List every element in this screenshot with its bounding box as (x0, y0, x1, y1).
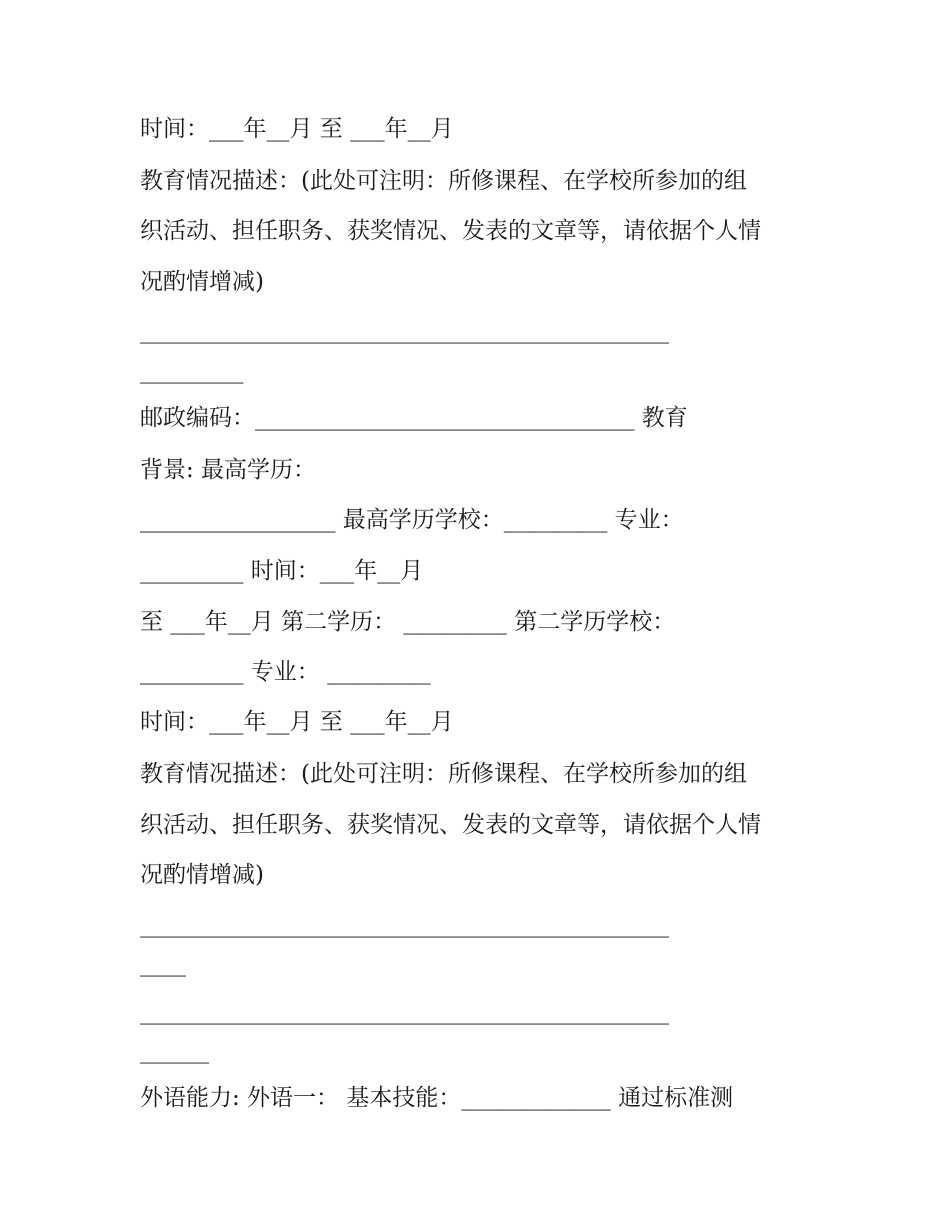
education-description-line-3: 况酌情增减) (140, 269, 264, 295)
education-description-2-line-2: 织活动、担任职务、获奖情况、发表的文章等，请依据个人情 (140, 812, 761, 838)
time-range-line: 时间：___年__月 至 ___年__月 (140, 116, 454, 142)
second-degree-line: 至 ___年__月 第二学历： _________ 第二学历学校： (140, 609, 676, 635)
education-description-line-2: 织活动、担任职务、获奖情况、发表的文章等，请依据个人情 (140, 218, 761, 244)
major-time-line: _________ 时间：___年__月 (140, 558, 424, 584)
second-major-line: _________ 专业： _________ (140, 659, 431, 685)
time-range-line-2: 时间：___年__月 至 ___年__月 (140, 709, 454, 735)
foreign-language-line: 外语能力: 外语一： 基本技能：_____________ 通过标准测 (140, 1085, 734, 1111)
education-description-2-line-3: 况酌情增减) (140, 862, 264, 888)
education-description-2-line-1: 教育情况描述：(此处可注明：所修课程、在学校所参加的组 (140, 761, 747, 787)
education-background-line: 背景: 最高学历： (140, 457, 317, 483)
blank-fill-line-2-end: ____ (140, 951, 186, 977)
blank-fill-line-3-end: ______ (140, 1038, 209, 1064)
blank-fill-line: ______________________________________________ (140, 318, 669, 344)
blank-fill-line-3: ______________________________________________ (140, 999, 669, 1025)
blank-fill-line-end: _________ (140, 358, 244, 384)
education-description-line-1: 教育情况描述：(此处可注明：所修课程、在学校所参加的组 (140, 168, 747, 194)
blank-fill-line-2: ______________________________________________ (140, 912, 669, 938)
highest-degree-line: _________________ 最高学历学校：_________ 专业： (140, 507, 684, 533)
postal-code-line: 邮政编码：_________________________________ 教育 (140, 405, 688, 431)
